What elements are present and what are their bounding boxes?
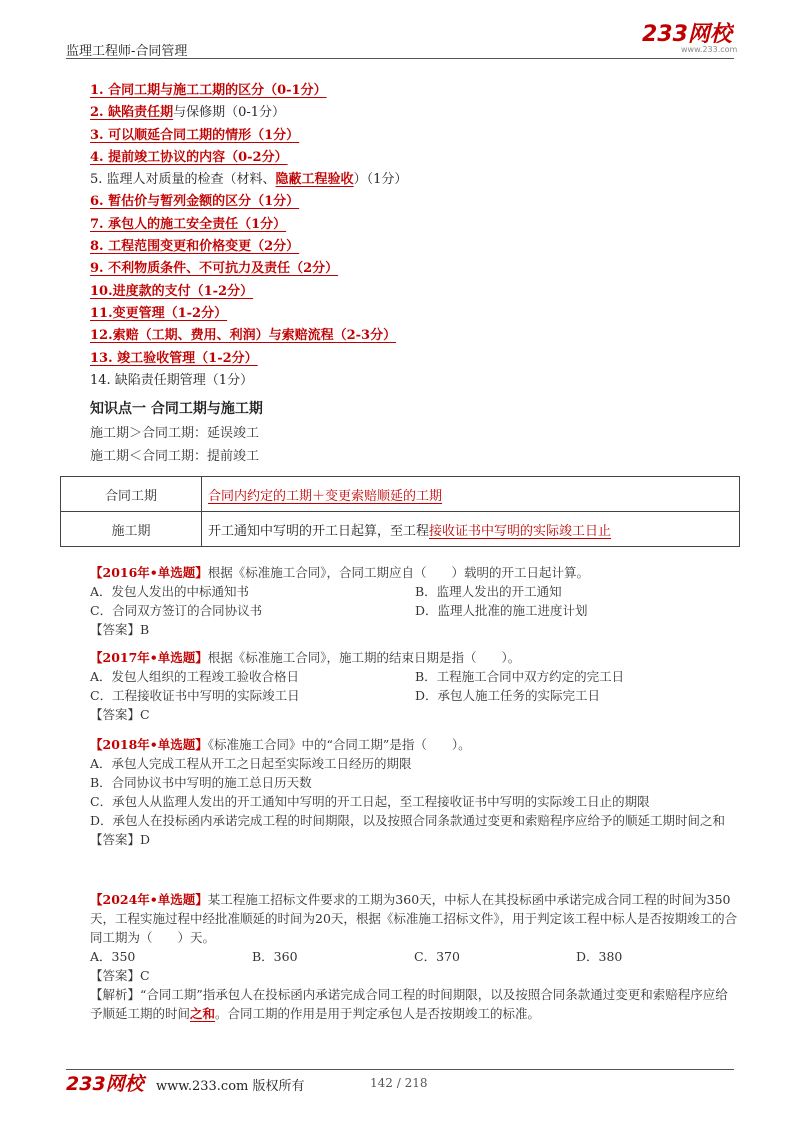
option-c: C．工程接收证书中写明的实际竣工日	[90, 688, 300, 703]
topic-highlight: 1. 合同工期与施工工期的区分（0-1分）	[90, 83, 327, 98]
question-2017	[90, 648, 740, 724]
topic-item	[90, 281, 730, 303]
topic-item	[90, 258, 730, 280]
answer: 【答案】C	[90, 968, 150, 983]
option-b: B．合同协议书中写明的施工总日历天数	[90, 775, 312, 790]
construction-period-def: 开工通知中写明的开工日起算，至工程	[208, 523, 430, 539]
topic-highlight: 4. 提前竣工协议的内容（0-2分）	[90, 149, 288, 165]
logo-url: www.233.com	[681, 45, 738, 54]
topic-highlight: 10.进度款的支付（1-2分）	[90, 283, 254, 299]
knowledge-line-2: 施工期＜合同工期：提前竣工	[90, 449, 260, 464]
analysis-text-end: 。合同工期的作用是用于判定承包人是否按期竣工的标准。	[215, 1006, 541, 1021]
contract-period-def: 合同内约定的工期＋变更索赔顺延的工期	[208, 488, 443, 504]
option-a: A．发包人组织的工程竣工验收合格日	[90, 669, 300, 684]
topic-item	[90, 214, 730, 236]
knowledge-title: 知识点一 合同工期与施工期	[90, 401, 263, 417]
topic-highlight: 2. 缺陷责任期	[90, 105, 174, 121]
option-b: B．工程施工合同中双方约定的完工日	[415, 669, 625, 684]
footer-logo-text: 233网校	[66, 1073, 144, 1094]
topic-item	[90, 236, 730, 258]
page-number: 142 / 218	[370, 1076, 428, 1090]
table-cell-body	[202, 512, 740, 547]
topic-text: 与保修期（0-1分）	[173, 105, 286, 121]
topic-item	[90, 125, 730, 147]
topic-highlight: 3. 可以顺延合同工期的情形（1分）	[90, 127, 300, 143]
analysis-text: 【解析】“合同工期”指承包人在投标函内承诺完成合同工程的时间期限，以及按照合同条款通过变更和索赔程序应给予顺延工期的时间	[90, 987, 728, 1021]
header-divider	[66, 58, 734, 59]
answer: 【答案】C	[90, 707, 150, 722]
topic-highlight: 7. 承包人的施工安全责任（1分）	[90, 216, 287, 232]
topic-highlight: 6. 暂估价与暂列金额的区分（1分）	[90, 194, 300, 210]
topic-highlight: 13. 竣工验收管理（1-2分）	[90, 350, 258, 366]
topic-highlight: 12.索赔（工期、费用、利润）与索赔流程（2-3分）	[90, 328, 397, 344]
question-stem: 某工程施工招标文件要求的工期为360天，中标人在其投标函中承诺完成合同工程的时间为350天，工程实施过程中经批准顺延的时间为20天，根据《标准施工招标文件》，用于判定该工程中标人是否按期竣工的合同工期为（ ）天。	[90, 892, 738, 945]
topic-item	[90, 80, 730, 102]
option-a: A．发包人发出的中标通知书	[90, 584, 250, 599]
footer-copyright: www.233.com 版权所有	[156, 1079, 305, 1094]
question-2016	[90, 563, 740, 639]
footer-logo	[66, 1072, 148, 1094]
option-c: C．合同双方签订的合同协议书	[90, 603, 263, 618]
option-d: D．380	[576, 949, 623, 964]
option-c: C．承包人从监理人发出的开工通知中写明的开工日起，至工程接收证书中写明的实际竣工日止的期限	[90, 794, 650, 809]
table-row	[61, 512, 740, 547]
topic-item	[90, 102, 730, 124]
brand-logo	[642, 20, 734, 46]
question-stem: 根据《标准施工合同》，施工期的结束日期是指（ ）。	[207, 650, 521, 665]
topic-text: ）（1分）	[353, 172, 408, 188]
answer: 【答案】D	[90, 832, 151, 847]
topic-item	[90, 147, 730, 169]
answer: 【答案】B	[90, 622, 150, 637]
analysis-highlight: 之和	[190, 1006, 216, 1021]
option-b: B．监理人发出的开工通知	[415, 584, 562, 599]
table-cell-body	[202, 477, 740, 512]
topic-item	[90, 348, 730, 370]
option-d: D．承包人在投标函内承诺完成工程的时间期限，以及按照合同条款通过变更和索赔程序应给予的顺延工期时间之和	[90, 813, 726, 828]
question-tag: 【2017年•单选题】	[90, 650, 208, 665]
topic-item	[90, 191, 730, 213]
topic-list	[90, 80, 730, 392]
table-cell-head: 合同工期	[61, 477, 202, 512]
topic-item	[90, 169, 730, 191]
option-b: B．360	[252, 949, 298, 964]
analysis	[90, 985, 740, 1023]
topic-highlight: 隐蔽工程验收	[275, 172, 354, 188]
table-row	[61, 477, 740, 512]
option-d: D．承包人施工任务的实际完工日	[415, 688, 601, 703]
header-title: 监理工程师-合同管理	[66, 44, 188, 59]
logo-text: 233网校	[642, 22, 732, 46]
question-tag: 【2024年•单选题】	[90, 892, 208, 907]
question-2024	[90, 890, 740, 1023]
option-a: A．承包人完成工程从开工之日起至实际竣工日经历的期限	[90, 756, 412, 771]
option-c: C．370	[414, 949, 460, 964]
table-cell-head: 施工期	[61, 512, 202, 547]
topic-highlight: 11.变更管理（1-2分）	[90, 305, 228, 321]
footer-divider	[66, 1069, 734, 1070]
topic-highlight: 9. 不利物质条件、不可抗力及责任（2分）	[90, 261, 339, 277]
topic-text: 14. 缺陷责任期管理（1分）	[90, 372, 254, 388]
topic-item	[90, 370, 730, 392]
question-tag: 【2018年•单选题】	[90, 737, 208, 752]
option-a: A．350	[90, 949, 136, 964]
topic-highlight: 8. 工程范围变更和价格变更（2分）	[90, 239, 300, 255]
question-stem: 根据《标准施工合同》，合同工期应自（ ）载明的开工日起计算。	[207, 565, 590, 580]
question-stem: 《标准施工合同》中的“合同工期”是指（ ）。	[207, 737, 471, 752]
topic-item	[90, 325, 730, 347]
topic-text: 5. 监理人对质量的检查（材料、	[90, 172, 276, 188]
comparison-table	[60, 476, 740, 547]
question-tag: 【2016年•单选题】	[90, 565, 208, 580]
option-d: D．监理人批准的施工进度计划	[415, 603, 588, 618]
topic-item	[90, 303, 730, 325]
construction-period-highlight: 接收证书中写明的实际竣工日止	[429, 523, 612, 539]
question-2018	[90, 735, 740, 849]
knowledge-line-1: 施工期＞合同工期：延误竣工	[90, 426, 260, 441]
